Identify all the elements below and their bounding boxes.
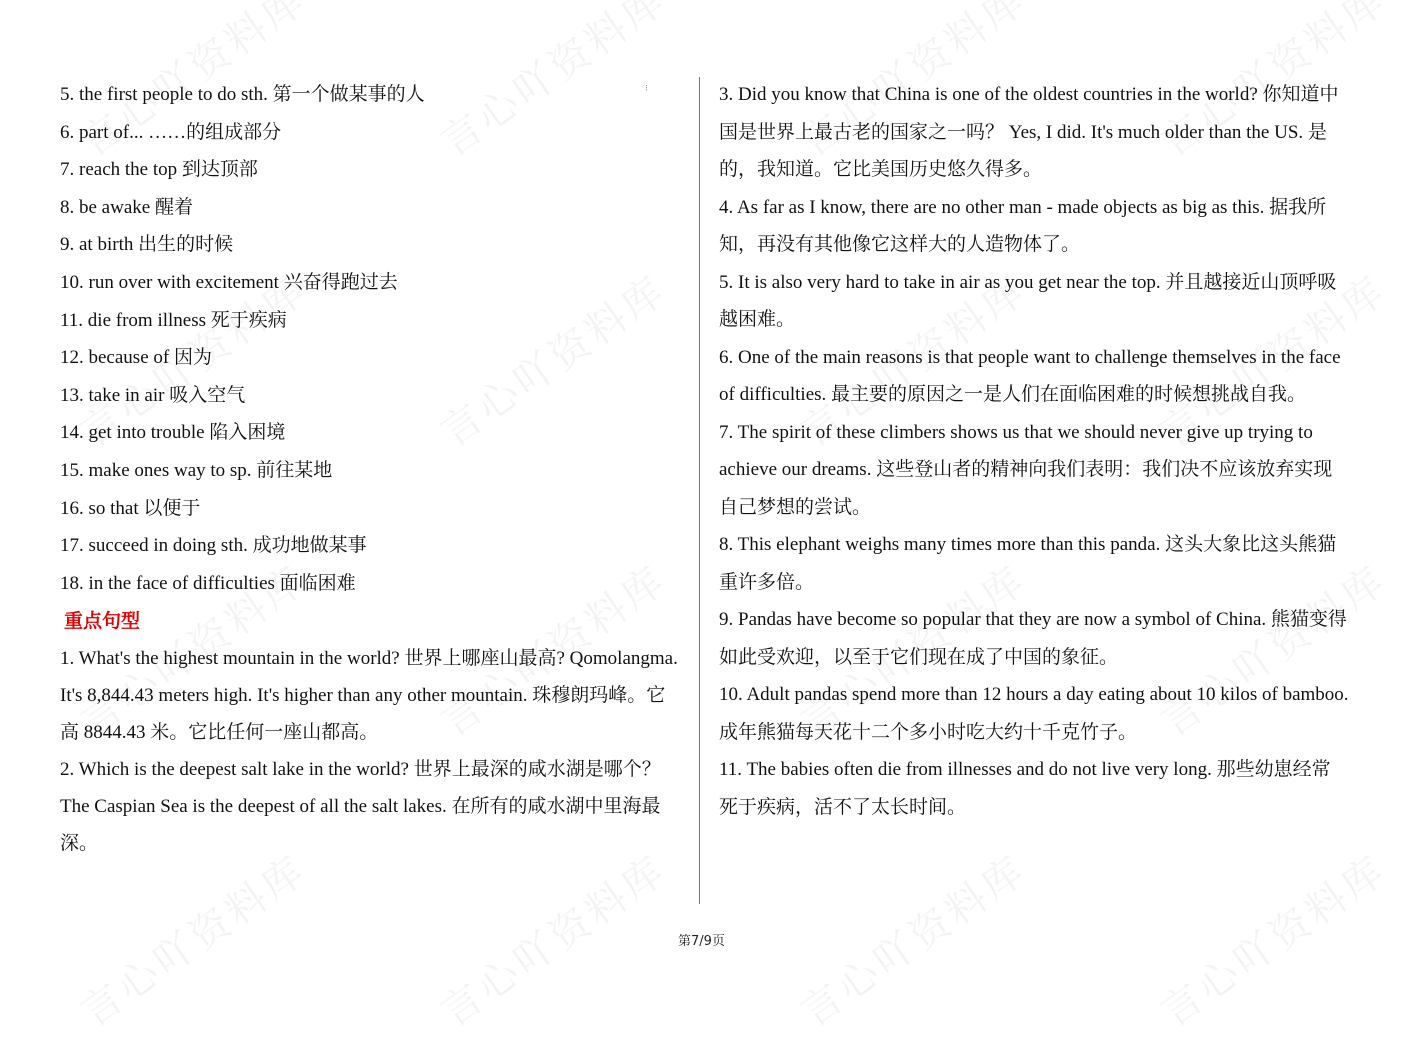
- sentence-item: 9. Pandas have become so popular that they are now a symbol of China. 熊猫变得如此受欢迎，以至于它们现在成了中国的象征。: [719, 609, 1347, 668]
- column-divider: [699, 77, 700, 904]
- phrase-item: 6. part of... ……的组成部分: [60, 121, 282, 143]
- right-column: [719, 76, 1349, 826]
- phrase-item: 17. succeed in doing sth. 成功地做某事: [60, 535, 367, 557]
- sentence-item: 4. As far as I know, there are no other man - made objects as big as this. 据我所知，再没有其他像它这样大的人造物体了。: [719, 196, 1327, 255]
- sentence-item: 11. The babies often die from illnesses and do not live very long. 那些幼崽经常死于疾病，活不了太长时间。: [719, 759, 1331, 818]
- sentence-item: 6. One of the main reasons is that people want to challenge themselves in the face of difficulties. 最主要的原因之一是人们在面临困难的时候想挑战自我。: [719, 346, 1341, 405]
- sentence-item: 8. This elephant weighs many times more than this panda. 这头大象比这头熊猫重许多倍。: [719, 534, 1337, 593]
- sentence-item: 2. Which is the deepest salt lake in the world? 世界上最深的咸水湖是哪个？ The Caspian Sea is the deepest of all the salt lakes. 在所有的咸水湖中里海最深。: [60, 759, 661, 855]
- phrase-item: 14. get into trouble 陷入困境: [60, 422, 286, 444]
- phrase-item: 15. make ones way to sp. 前往某地: [60, 459, 333, 481]
- page-indicator: 第7/9页: [678, 934, 725, 949]
- sentence-item: 7. The spirit of these climbers shows us that we should never give up trying to achieve our dreams. 这些登山者的精神向我们表明：我们决不应该放弃实现自己梦想的尝试。: [719, 421, 1333, 518]
- phrase-item: 18. in the face of difficulties 面临困难: [60, 572, 356, 594]
- sentence-item: 10. Adult pandas spend more than 12 hours a day eating about 10 kilos of bamboo. 成年熊猫每天花十二个多小时吃大约十千克竹子。: [719, 684, 1349, 743]
- section-heading: 重点句型: [64, 610, 141, 633]
- left-column: [60, 76, 680, 862]
- phrase-item: 13. take in air 吸入空气: [60, 384, 246, 406]
- phrase-item: 11. die from illness 死于疾病: [60, 309, 287, 331]
- phrase-item: 16. so that 以便于: [60, 497, 201, 519]
- sentence-item: 3. Did you know that China is one of the oldest countries in the world? 你知道中国是世界上最古老的国家之一吗？ Yes, I did. It's much older than the US. 是的，我知道。它比美国历史悠久得多。: [719, 84, 1339, 180]
- margin-mark: ⁝: [645, 84, 648, 94]
- sentence-item: 1. What's the highest mountain in the world? 世界上哪座山最高? Qomolangma. It's 8,844.43 meters high. It's higher than any other mountain. 珠穆朗玛峰。它高 8844.43 米。它比任何一座山都高。: [60, 648, 678, 744]
- phrase-item: 9. at birth 出生的时候: [60, 234, 234, 256]
- phrase-item: 10. run over with excitement 兴奋得跑过去: [60, 271, 398, 293]
- phrase-item: 7. reach the top 到达顶部: [60, 159, 258, 181]
- sentence-item: 5. It is also very hard to take in air as you get near the top. 并且越接近山顶呼吸越困难。: [719, 271, 1337, 330]
- phrase-item: 12. because of 因为: [60, 347, 212, 369]
- phrase-item: 5. the first people to do sth. 第一个做某事的人: [60, 84, 425, 105]
- phrase-item: 8. be awake 醒着: [60, 196, 193, 218]
